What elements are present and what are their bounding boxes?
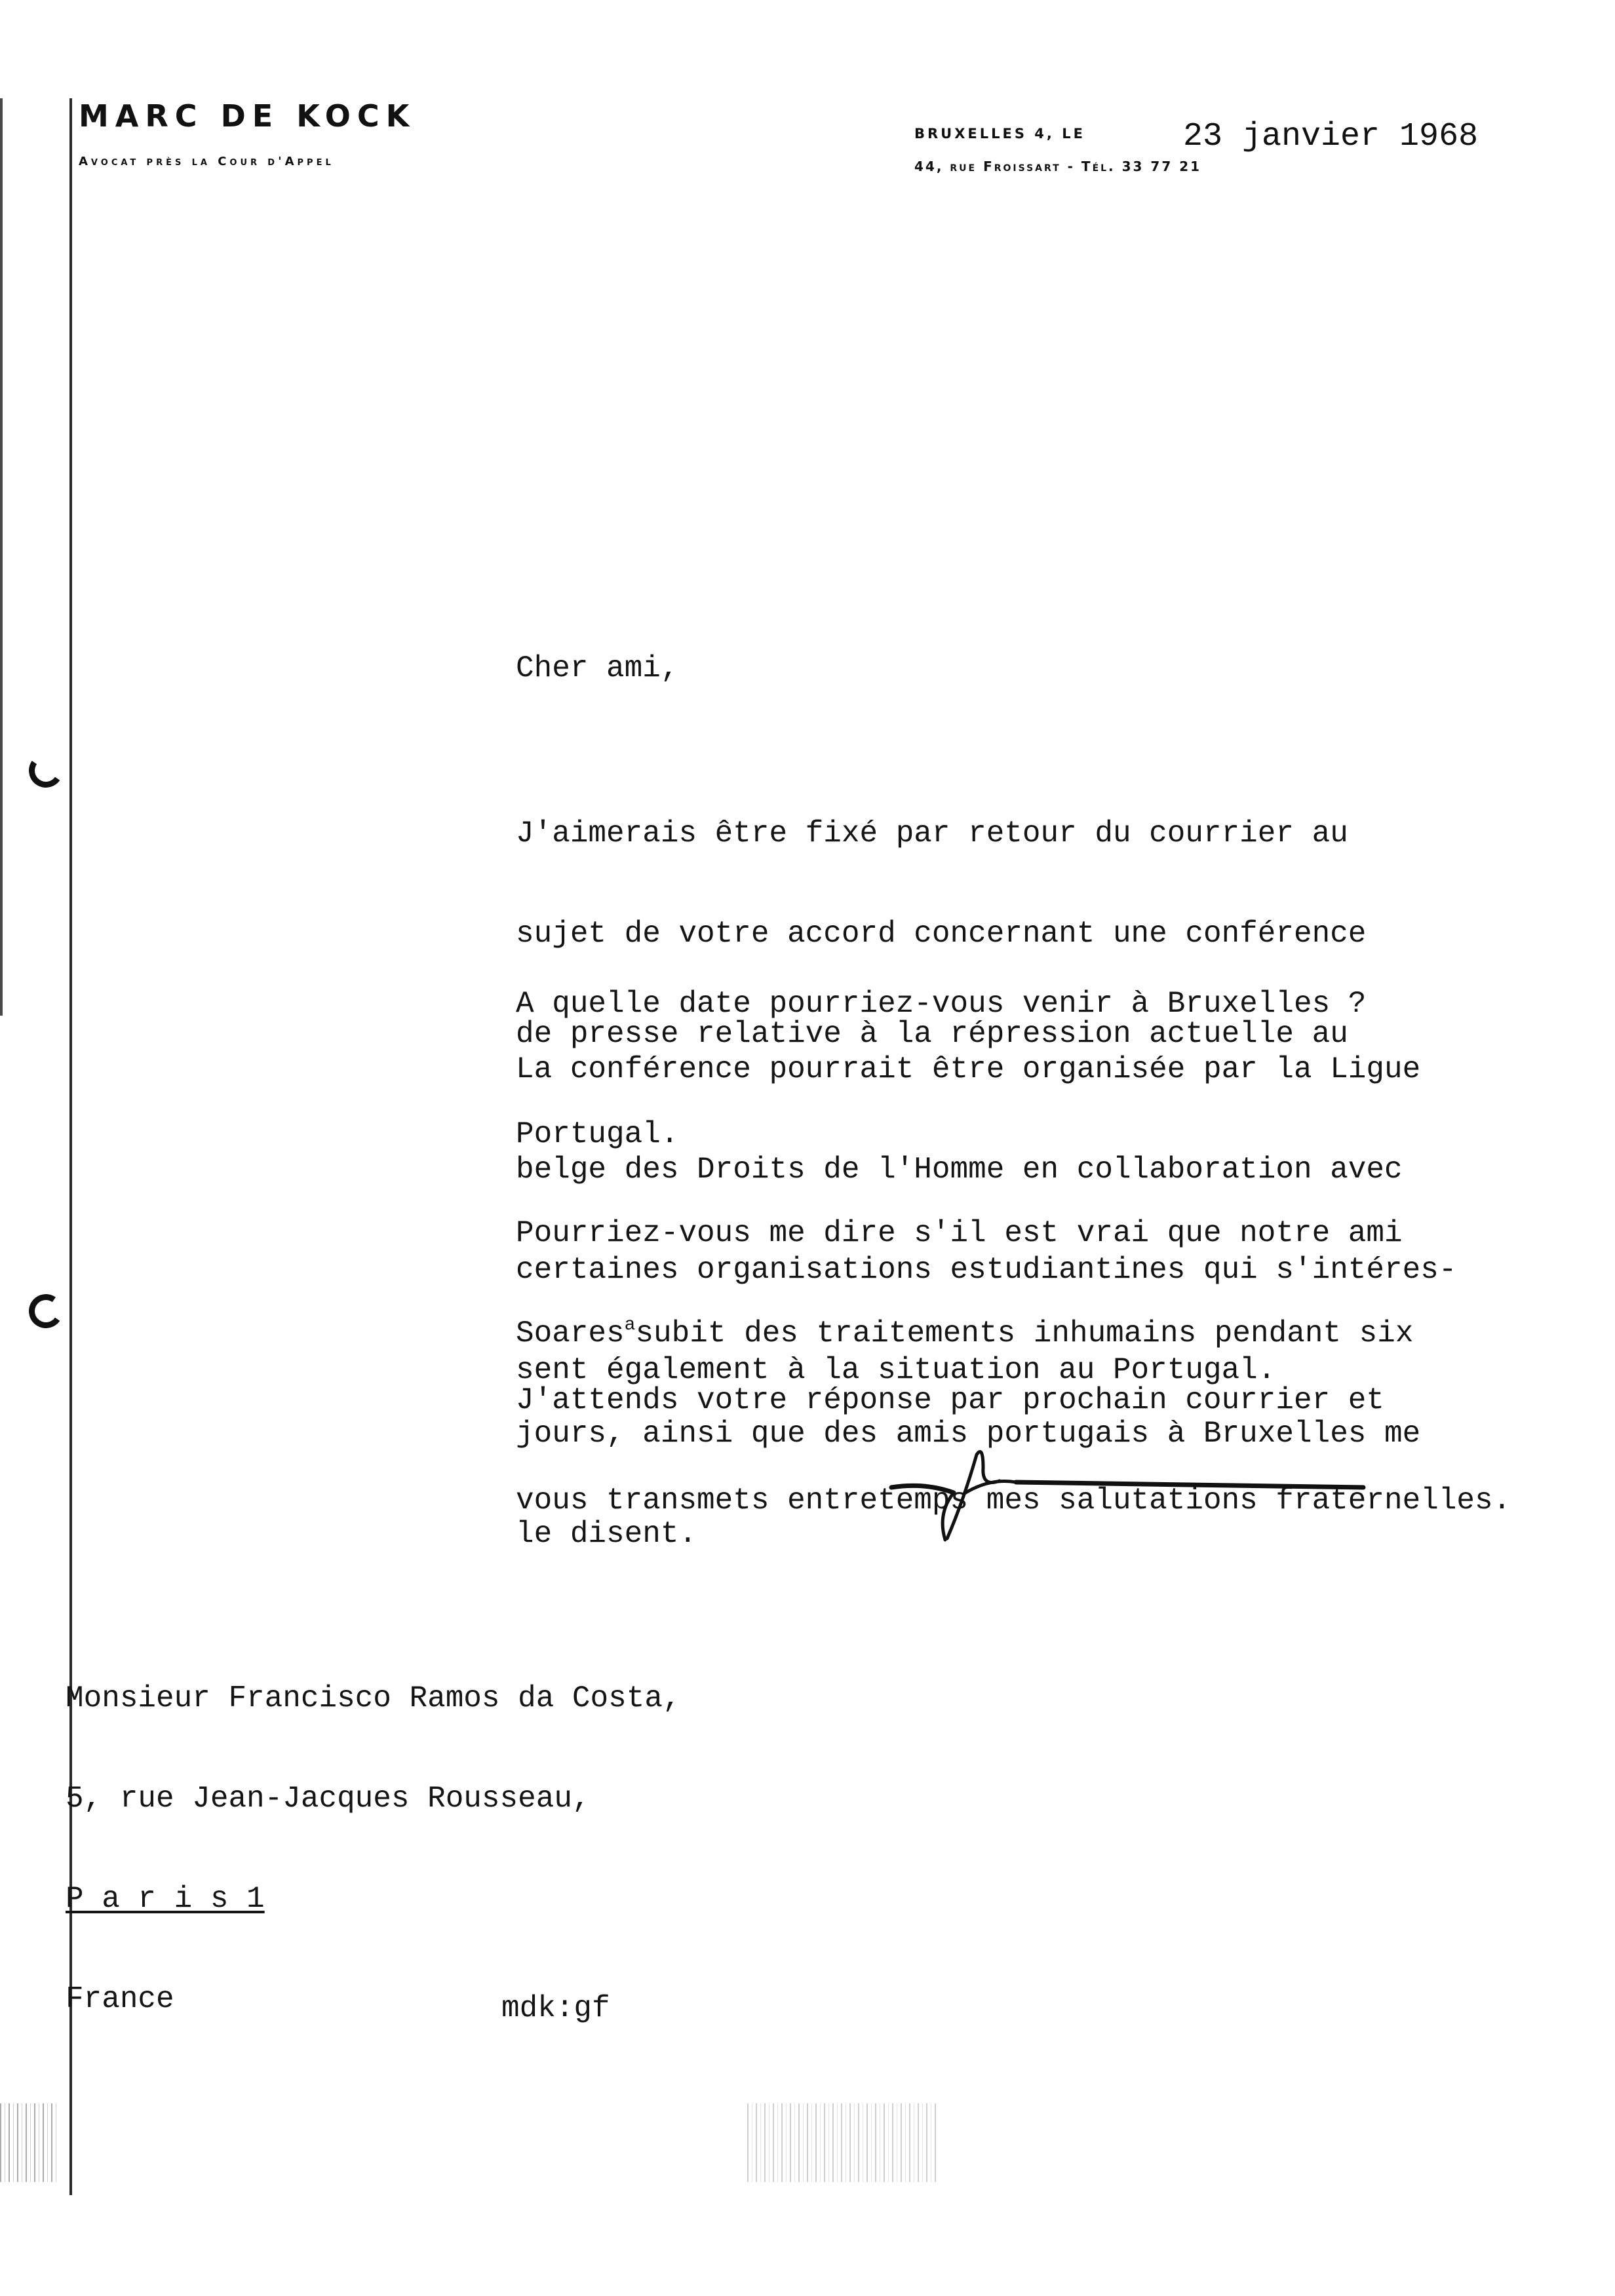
paragraph-line: le disent.: [516, 1517, 697, 1551]
word-subit: subit: [635, 1316, 745, 1350]
reference-initials: mdk:gf: [501, 1991, 610, 2025]
paragraph-line: Portugal.: [516, 1117, 679, 1151]
paragraph-line: jours, ainsi que des amis portugais à Bruxelles me: [516, 1417, 1421, 1451]
scan-noise-left: [0, 2103, 59, 2182]
paragraph-line: vous transmets entretemps mes salutations fraternelles.: [516, 1483, 1511, 1518]
paragraph-line: J'aimerais être fixé par retour du courrier au: [516, 816, 1348, 851]
name-soares: Soares: [516, 1316, 625, 1350]
letterhead-title: Avocat près la Cour d'Appel: [79, 155, 334, 168]
recipient-country: France: [66, 1982, 174, 2016]
letterhead-address: 44, rue Froissart - Tél. 33 77 21: [914, 159, 1202, 174]
paragraph-line: La conférence pourrait être organisée par la Ligue: [516, 1052, 1421, 1086]
letterhead-place: BRUXELLES 4, LE: [914, 126, 1085, 142]
paragraph-line-rest: des traitements inhumains pendant six: [744, 1316, 1414, 1350]
paragraph-line: belge des Droits de l'Homme en collaboration avec: [516, 1153, 1403, 1187]
paragraph-line: A quelle date pourriez-vous venir à Bruxelles ?: [516, 987, 1367, 1021]
paragraph-line: J'attends votre réponse par prochain courrier et: [516, 1383, 1385, 1417]
paragraph-line: de presse relative à la répression actuelle au: [516, 1017, 1348, 1051]
letter-date: 23 janvier 1968: [1183, 118, 1479, 155]
paragraph-line: certaines organisations estudiantines qui s'intéres-: [516, 1253, 1457, 1287]
recipient-city: P a r i s 1: [66, 1882, 265, 1916]
salutation: Cher ami,: [516, 651, 679, 685]
scan-edge-line: [0, 98, 3, 1016]
scan-noise-center: [747, 2103, 937, 2182]
superscript-correction: a: [624, 1315, 636, 1335]
handwritten-signature: [885, 1442, 1376, 1553]
paragraph-line: sent également à la situation au Portugal.: [516, 1353, 1276, 1387]
letterhead-name: MARC DE KOCK: [79, 98, 416, 134]
recipient-street: 5, rue Jean-Jacques Rousseau,: [66, 1782, 591, 1816]
paragraph-line: Pourriez-vous me dire s'il est vrai que notre ami: [516, 1216, 1403, 1250]
paragraph-line: sujet de votre accord concernant une conférence: [516, 917, 1367, 951]
punch-hole-bottom: [26, 1292, 66, 1331]
recipient-name: Monsieur Francisco Ramos da Costa,: [66, 1681, 681, 1715]
punch-hole-top: [26, 751, 66, 790]
